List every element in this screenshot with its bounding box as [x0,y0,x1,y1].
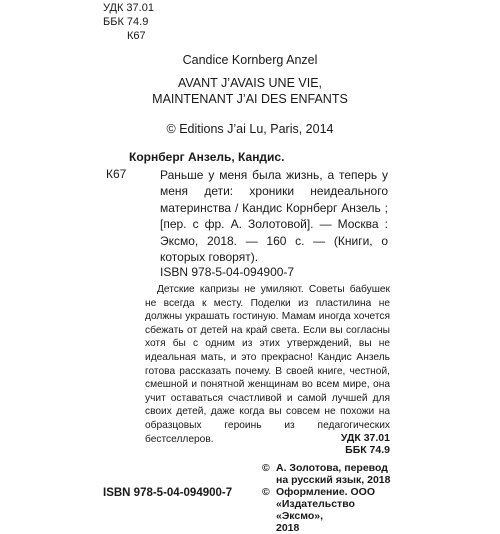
footer-isbn: ISBN 978-5-04-094900-7 [103,487,233,499]
catalog-card-isbn: ISBN 978-5-04-094900-7 [160,265,295,279]
original-author: Candice Kornberg Anzel [182,53,318,67]
footer-bbk: ББК 74.9 [345,444,390,456]
design-copyright-line-3: 2018 [276,522,300,534]
design-copyright-line-2: «Издательство «Эксмо», [276,498,355,522]
original-title-line-1: AVANT J’AVAIS UNE VIE, [177,76,323,90]
catalog-card-code: К67 [106,167,127,181]
copyright-symbol: © [262,486,270,498]
translation-copyright-line-1: А. Золотова, перевод [276,462,388,474]
bbk-code: ББК 74.9 [103,16,149,28]
copyright-block [262,462,392,534]
translation-copyright [262,462,392,474]
design-copyright-line-1: Оформление. ООО [276,486,376,498]
translation-copyright-line-2: на русский язык, 2018 [276,474,391,486]
original-edition-block [0,52,500,138]
author-sign-code: К67 [127,30,146,42]
original-title-line-2: MAINTENANT J’AI DES ENFANTS [152,92,348,106]
footer-classification [326,432,390,456]
original-copyright: © Editions J’ai Lu, Paris, 2014 [166,122,334,136]
copyright-symbol: © [262,462,270,474]
classification-block [103,1,154,43]
catalog-card-description: Раньше у меня была жизнь, а теперь у меня дети: хроники неидеального материнства / Кандис Корнберг Анзель ; [пер. с фр. А. Золотовой]. — Москва : Эксмо, 2018. — 160 с. — (Книги, о которых говорят). [160,168,388,265]
book-annotation: Детские капризы не умиляют. Советы бабушек не всегда к месту. Поделки из пластилина не должны украшать гостиную. Мамам иногда хочется сбежать от детей на край света. Если вы согласны хотя бы с одним из этих утверждений, вы не идеальная мать, и это прекрасно! Кандис Анзель готова рассказать почему. В своей книге, честной, смешной и понятной женщинам во всем мире, она учит оставаться счастливой и самой лучшей для своих детей, даже когда вы совсем не похожи на образцовых героинь из педагогических бестселлеров. [145,284,390,445]
udk-code: УДК 37.01 [103,2,154,14]
design-copyright [262,486,392,498]
catalog-card-heading: Корнберг Анзель, Кандис. [129,150,285,164]
footer-udk: УДК 37.01 [340,432,390,444]
